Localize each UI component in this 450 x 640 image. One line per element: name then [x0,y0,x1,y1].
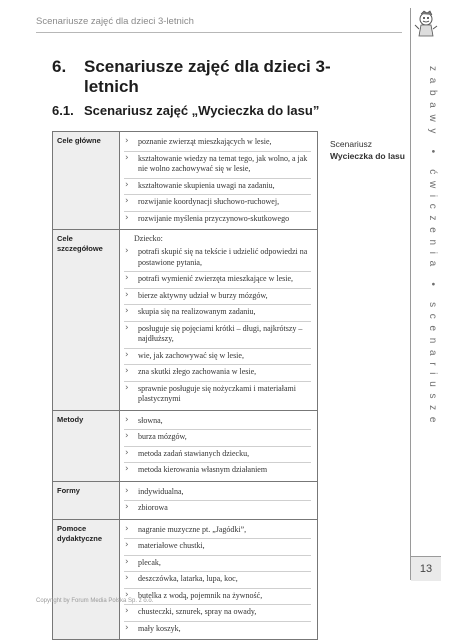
list-item-text: zna skutki złego zachowania w lesie, [138,367,257,376]
scenario-table [52,131,318,640]
chevron-right-icon: › [125,322,129,333]
list-item [124,305,311,322]
list-item-text: kształtowanie skupienia uwagi na zadaniu, [138,180,275,190]
chapter-number: 6. [52,57,67,76]
list-item [124,245,311,272]
list-item-text: deszczówka, latarka, lupa, koc, [138,574,238,583]
list-item [124,447,311,464]
list-item-text: rozwijanie koordynacji słuchowo-ruchowej, [138,197,280,206]
chapter-title: Scenariusze zajęć dla dzieci 3-letnich [84,57,331,96]
row-label: Cele główne [53,132,120,230]
sidebar-note [330,138,408,162]
chevron-right-icon: › [125,556,129,567]
list-item [124,485,311,502]
list-item [124,414,311,431]
list-item [124,430,311,447]
list-item [124,572,311,589]
chevron-right-icon: › [125,306,129,316]
row-content [120,410,318,481]
row-content [120,132,318,230]
chevron-right-icon: › [125,289,129,300]
list-item-text: sprawnie posługuje się nożyczkami i materiałami plastycznymi [138,383,296,403]
section-number: 6.1. [52,103,74,118]
chevron-right-icon: › [125,447,129,458]
side-strip [410,8,441,580]
table-row [53,519,318,640]
list-item-text: nagranie muzyczne pt. „Jagódki”, [138,524,247,534]
list-item [124,322,311,349]
list-item [124,349,311,366]
list-item [124,152,311,179]
list-item [124,135,311,152]
chevron-right-icon: › [125,464,129,474]
row-content [120,230,318,411]
chevron-right-icon: › [125,366,129,376]
scenario-table-body [53,132,318,640]
list-item [124,382,311,408]
list-item-text: zbiorowa [138,503,168,512]
page-number: 13 [411,556,441,581]
list-item [124,195,311,212]
chevron-right-icon: › [125,485,129,496]
table-row [53,132,318,230]
list-item-text: mały koszyk, [138,623,181,633]
list-item-text: potrafi wymienić zwierzęta mieszkające w lesie, [138,274,294,283]
list-item-text: indywidualna, [138,486,184,496]
list-item-text: skupia się na realizowanym zadaniu, [138,307,256,316]
list-item [124,605,311,622]
list-item [124,272,311,289]
chevron-right-icon: › [125,540,129,550]
list-item-text: kształtowanie wiedzy na temat tego, jak wolno, a jak nie wolno zachowywać się w lesie, [138,153,308,173]
list-item [124,501,311,517]
table-row [53,481,318,519]
chevron-right-icon: › [125,246,129,256]
chevron-right-icon: › [125,431,129,441]
list-item-text: burza mózgów, [138,432,187,441]
footer-copyright: Copyright by Forum Media Polska Sp. z o.o. [36,598,154,604]
list-item [124,523,311,540]
list-item [124,289,311,306]
chevron-right-icon: › [125,152,129,163]
table-row [53,410,318,481]
list-item [124,539,311,556]
list-item-text: potrafi skupić się na tekście i udzielić odpowiedzi na postawione pytania, [138,247,308,267]
side-strip-vertical-text: zabawy • ćwiczenia • scenariusze [427,66,438,430]
section-title: Scenariusz zajęć „Wycieczka do lasu” [84,103,320,118]
chevron-right-icon: › [125,589,129,600]
list-item [124,463,311,479]
chevron-right-icon: › [125,523,129,534]
chevron-right-icon: › [125,606,129,616]
row-label: Cele szczegółowe [53,230,120,411]
row-content [120,481,318,519]
chevron-right-icon: › [125,622,129,633]
list-item-text: chusteczki, sznurek, spray na owady, [138,607,257,616]
list-item-text: rozwijanie myślenia przyczynowo-skutkowego [138,213,290,223]
list-item [124,622,311,638]
row-label: Metody [53,410,120,481]
list-item [124,365,311,382]
row-label: Pomoce dydaktyczne [53,519,120,640]
row-label: Formy [53,481,120,519]
running-header: Scenariusze zajęć dla dzieci 3-letnich [36,16,402,33]
list-item-text: bierze aktywny udział w burzy mózgów, [138,290,268,300]
list-item-text: butelka z wodą, pojemnik na żywność, [138,590,263,600]
table-row [53,230,318,411]
row-content [120,519,318,640]
chevron-right-icon: › [125,349,129,360]
chevron-right-icon: › [125,136,129,146]
chevron-right-icon: › [125,179,129,190]
row-intro: Dziecko: [134,234,163,243]
chevron-right-icon: › [125,573,129,583]
mascot-icon [414,10,438,40]
list-item [124,556,311,573]
list-item-text: metoda kierowania własnym działaniem [138,465,268,474]
chevron-right-icon: › [125,414,129,425]
list-item-text: poznanie zwierząt mieszkających w lesie, [138,137,272,146]
chevron-right-icon: › [125,196,129,206]
chevron-right-icon: › [125,273,129,283]
sidebar-note-line1: Scenariusz [330,139,373,149]
list-item-text: posługuje się pojęciami krótki – długi, najkrótszy – najdłuższy, [138,323,303,343]
chevron-right-icon: › [125,212,129,223]
chevron-right-icon: › [125,502,129,512]
list-item [124,212,311,228]
list-item-text: plecak, [138,557,161,567]
list-item-text: wie, jak zachowywać się w lesie, [138,350,244,360]
list-item-text: materiałowe chustki, [138,541,205,550]
chevron-right-icon: › [125,382,129,393]
sidebar-note-line2: Wycieczka do lasu [330,151,405,161]
list-item [124,179,311,196]
list-item-text: metoda zadań stawianych dziecku, [138,448,250,458]
list-item-text: słowna, [138,415,163,425]
